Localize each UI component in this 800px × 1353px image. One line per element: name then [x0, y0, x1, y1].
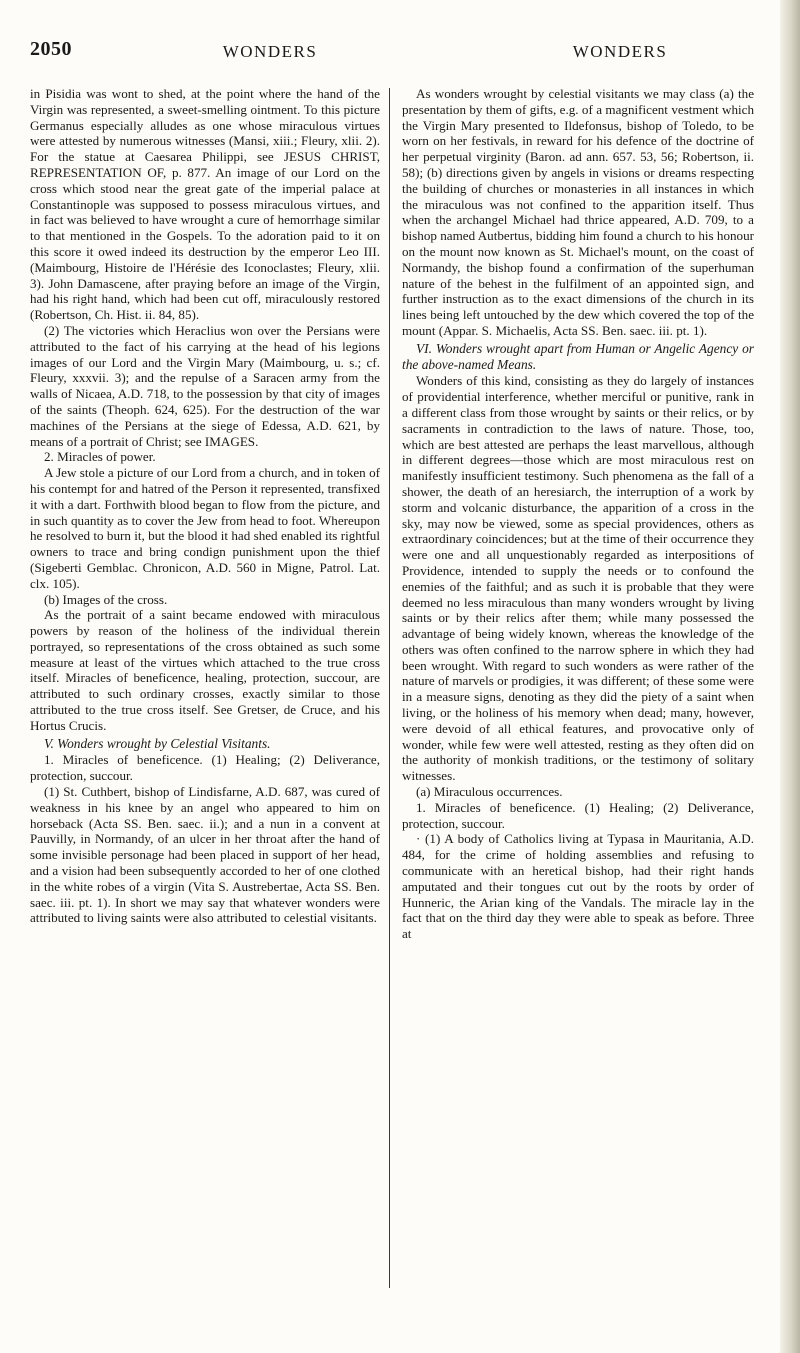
- paragraph: 1. Miracles of beneficence. (1) Healing; (2) Deliverance, protection, succour.: [30, 752, 380, 784]
- page-number: 2050: [30, 38, 72, 60]
- paragraph: As wonders wrought by celestial visitants we may class (a) the presentation by them of gifts, e.g. of a magnificent vestment which the Virgin Mary presented to Ildefonsus, bishop of Toledo, to be worn on her festivals, in reward for his defence of the doctrine of her perpetual virginity (Baron. ad ann. 657. 53, 56; Robertson, ii. 58); (b) directions given by angels in visions or dreams respecting the building of churches or monasteries in all instances in which the miraculous was not confined to the apparition itself. Thus when the archangel Michael had thrice appeared, A.D. 709, to a bishop named Autbertus, bidding him found a church to his honour on the mount now known as St. Michael's mount, on the coast of Normandy, the bishop found a confirmation of the superhuman nature of the behest in the fulfilment of an appointed sign, and further instruction as to the exact dimensions of the church in its lines being left untouched by the dew which covered the top of the mount (Appar. S. Michaelis, Acta SS. Ben. saec. iii. pt. 1).: [402, 86, 754, 338]
- paragraph: (1) St. Cuthbert, bishop of Lindisfarne, A.D. 687, was cured of weakness in his knee by an angel who appeared to him on horseback (Acta SS. Ben. saec. ii.); and a nun in a convent at Pauvilly, in Normandy, of an ulcer in her throat after the hand of some invisible personage had been placed in support of her head, and a vision had been subsequently accorded to her of one clothed in the white robes of a virgin (Vita S. Austrebertae, Acta SS. Ben. saec. iii. pt. 1). In short we may say that whatever wonders were attributed to living saints were also attributed to celestial visitants.: [30, 784, 380, 926]
- paragraph: (b) Images of the cross.: [44, 591, 168, 607]
- column-divider: [389, 88, 390, 1288]
- paragraph: As the portrait of a saint became endowed with miraculous powers by reason of the holiness of the individual therein portrayed, so representations of the cross obtained as such some measure at least of the virtues which attached to the true cross itself. Miracles of beneficence, healing, protection, succour, are attributed to such ordinary crosses, exactly similar to those attributed to the true cross itself. See Gretser, de Cruce, and his Hortus Crucis.: [30, 607, 380, 733]
- paragraph: · (1) A body of Catholics living at Typasa in Mauritania, A.D. 484, for the crime of holding assemblies and refusing to communicate with an heretical bishop, had their right hands amputated and their tongues cut out by the roots by order of Hunneric, the Arian king of the Vandals. The miracle lay in the fact that on the third day they were able to speak as before. Three at: [402, 831, 754, 942]
- paragraph: (2) The victories which Heraclius won over the Persians were attributed to the fact of his carrying at the head of his legions images of our Lord and the Virgin Mary (Maimbourg, u. s.; cf. Fleury, xxxvii. 3); and the repulse of a Saracen army from the walls of Nicaea, A.D. 718, to the possession by that city of images of the saints (Theoph. 624, 625). For the destruction of the war machines of the Persians at the siege of Edessa, A.D. 621, by means of a portrait of Christ; see IMAGES.: [30, 322, 380, 449]
- page-edge-shadow: [780, 0, 800, 1353]
- running-head-left: WONDERS: [222, 42, 318, 61]
- paragraph: Wonders of this kind, consisting as they do largely of instances of providential interference, whether merciful or punitive, rank in a different class from those wrought by saints or their relics, or by sacraments in contradiction to the laws of nature. Those, too, which are best attested are perhaps the least marvellous, although in different degrees—those which are most miraculous rest on manifestly insufficient testimony. Such phenomena as the fall of a shower, the death of an heresiarch, the interruption of a work by storm and volcanic disturbance, the apparition of a cross in the sky, may now be viewed, some as special providences, others as extraordinary coincidences; but at the time of their occurrence they were one and all unquestionably regarded as interpositions of Providence, intended to supply the needs or to confound the enemies of the faithful; and as such it is probable that they were deemed no less miraculous than many wonders wrought by living saints or by their relics after them; while many possessed the advantage of being widely known, whereas the knowledge of the others was often confined to the narrow sphere in which they had been wrought. With regard to such wonders as were rather of the nature of marvels or prodigies, it was different; of these some were in a measure signs, denoting as they did the piety of a saint when living, or the holiness of his memory when dead; many, however, were devoid of all ethical features, and provocative only of wonder, while few were well attested, resting as they often did on the authority of monkish traditions, or the testimony of solitary witnesses.: [402, 373, 754, 784]
- page-header: [30, 36, 770, 68]
- paragraph: in Pisidia was wont to shed, at the point where the hand of the Virgin was represented, a sweet-smelling ointment. To this picture Germanus especially alludes as one whose miraculous virtues were attested by numerous witnesses (Mansi, xiii.; Fleury, xlii. 2). For the statue at Caesarea Philippi, see JESUS CHRIST, REPRESENTATION OF, p. 877. An image of our Lord on the cross which stood near the great gate of the imperial palace at Constantinople was supposed to possess miraculous virtues, and in fact was believed to have wrought a cure of hemorrhage similar to that mentioned in the Gospels. To the adoration paid to it on this score it owed indeed its destruction by the emperor Leo III. (Maimbourg, Histoire de l'Hérésie des Iconoclastes; Fleury, xlii. 3). John Damascene, after praying before an image of the Virgin, had his right hand, which had been cut off, miraculously restored (Robertson, Ch. Hist. ii. 84, 85).: [30, 86, 380, 323]
- paragraph: (a) Miraculous occurrences.: [416, 784, 563, 800]
- section-heading: V. Wonders wrought by Celestial Visitants.: [44, 735, 271, 751]
- paragraph: 1. Miracles of beneficence. (1) Healing; (2) Deliverance, protection, succour.: [402, 799, 754, 831]
- running-head-right: WONDERS: [572, 42, 668, 61]
- paragraph: 2. Miracles of power.: [44, 449, 156, 465]
- paragraph: A Jew stole a picture of our Lord from a church, and in token of his contempt for and hatred of the Person it represented, transfixed it with a dart. Forthwith blood began to flow from the picture, and in such quantity as to cover the Jew from head to foot. Whereupon he resolved to burn it, but the blood it had shed enabled its rightful owners to trace and bring condign punishment upon the thief (Sigeberti Gemblac. Chronicon, A.D. 560 in Migne, Patrol. Lat. clx. 105).: [30, 465, 380, 591]
- right-column: [402, 86, 754, 942]
- section-heading: VI. Wonders wrought apart from Human or Angelic Agency or the above-named Means.: [402, 340, 754, 372]
- left-column: [30, 86, 380, 926]
